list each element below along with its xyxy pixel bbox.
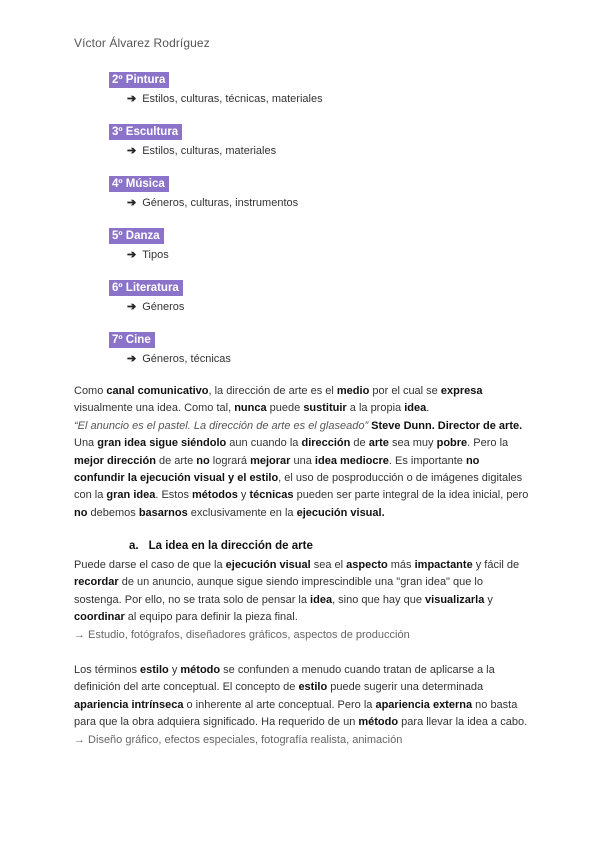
arrow-icon: ➔	[127, 353, 137, 365]
category-detail: ➔ Estilos, culturas, materiales	[127, 145, 277, 157]
idea-paragraph: Puede darse el caso de que la ejecución visual sea el aspecto más impactante y fácil de recordar de un anuncio, aunque sigue siendo imprescindible una "gran idea" que lo sostenga. Por ello, no se trata solo de pensar la idea, sino que hay que visualizarla y coordinar al equipo para definir la pieza final. → Estudio, fotógrafos, diseñadores gráficos, aspectos de producción	[74, 559, 520, 641]
arrow-icon: ➔	[127, 93, 137, 105]
quote-author: Steve Dunn. Director de arte.	[368, 419, 523, 432]
intro-paragraph: Como canal comunicativo, la dirección de arte es el medio por el cual se expresa visualmente una idea. Como tal, nunca puede sustituir a la propia idea. “El anuncio es el pastel. La dirección de arte es el glaseado” Steve Dunn. Director de arte. Una gran idea sigue siéndolo aun cuando la dirección de arte sea muy pobre. Pero la mejor dirección de arte no logrará mejorar una idea mediocre. Es importante no confundir la ejecución visual y el estilo, el uso de posproducción o de imágenes digitales con la gran idea. Estos métodos y técnicas pueden ser parte integral de la idea inicial, pero no debemos basarnos exclusivamente en la ejecución visual.	[74, 385, 529, 519]
arrow-icon: ➔	[127, 145, 137, 157]
category-tag: 7º Cine	[109, 332, 155, 348]
category-tag: 3º Escultura	[109, 124, 182, 140]
category-detail: ➔ Estilos, culturas, técnicas, materiales	[127, 93, 323, 105]
note-line: → Diseño gráfico, efectos especiales, fotografía realista, animación	[74, 733, 403, 746]
category-tag: 6º Literatura	[109, 280, 183, 296]
category-detail: ➔ Géneros, técnicas	[127, 353, 231, 365]
category-detail: ➔ Géneros	[127, 301, 185, 313]
arrow-icon: ➔	[127, 301, 137, 313]
list-item	[109, 226, 323, 278]
list-item	[109, 70, 323, 122]
category-list	[109, 70, 323, 382]
list-item	[109, 330, 323, 382]
list-item	[109, 278, 323, 330]
section-heading: a. La idea en la dirección de arte	[129, 540, 313, 552]
category-detail: ➔ Géneros, culturas, instrumentos	[127, 197, 299, 209]
author-header: Víctor Álvarez Rodríguez	[74, 36, 210, 50]
category-tag: 5º Danza	[109, 228, 164, 244]
list-item	[109, 174, 323, 226]
style-paragraph: Los términos estilo y método se confunden a menudo cuando tratan de aplicarse a la definición del arte conceptual. El concepto de estilo puede sugerir una determinada apariencia intrínseca o inherente al arte conceptual. Pero la apariencia externa no basta para que la obra adquiera significado. Ha requerido de un método para llevar la idea a cabo. → Diseño gráfico, efectos especiales, fotografía realista, animación	[74, 664, 528, 746]
list-item	[109, 122, 323, 174]
category-tag: 2º Pintura	[109, 72, 169, 88]
arrow-icon: ➔	[127, 197, 137, 209]
arrow-icon: ➔	[127, 249, 137, 261]
category-tag: 4º Música	[109, 176, 169, 192]
quote: “El anuncio es el pastel. La dirección de arte es el glaseado”	[74, 419, 369, 432]
note-line: → Estudio, fotógrafos, diseñadores gráficos, aspectos de producción	[74, 628, 410, 641]
category-detail: ➔ Tipos	[127, 249, 169, 261]
